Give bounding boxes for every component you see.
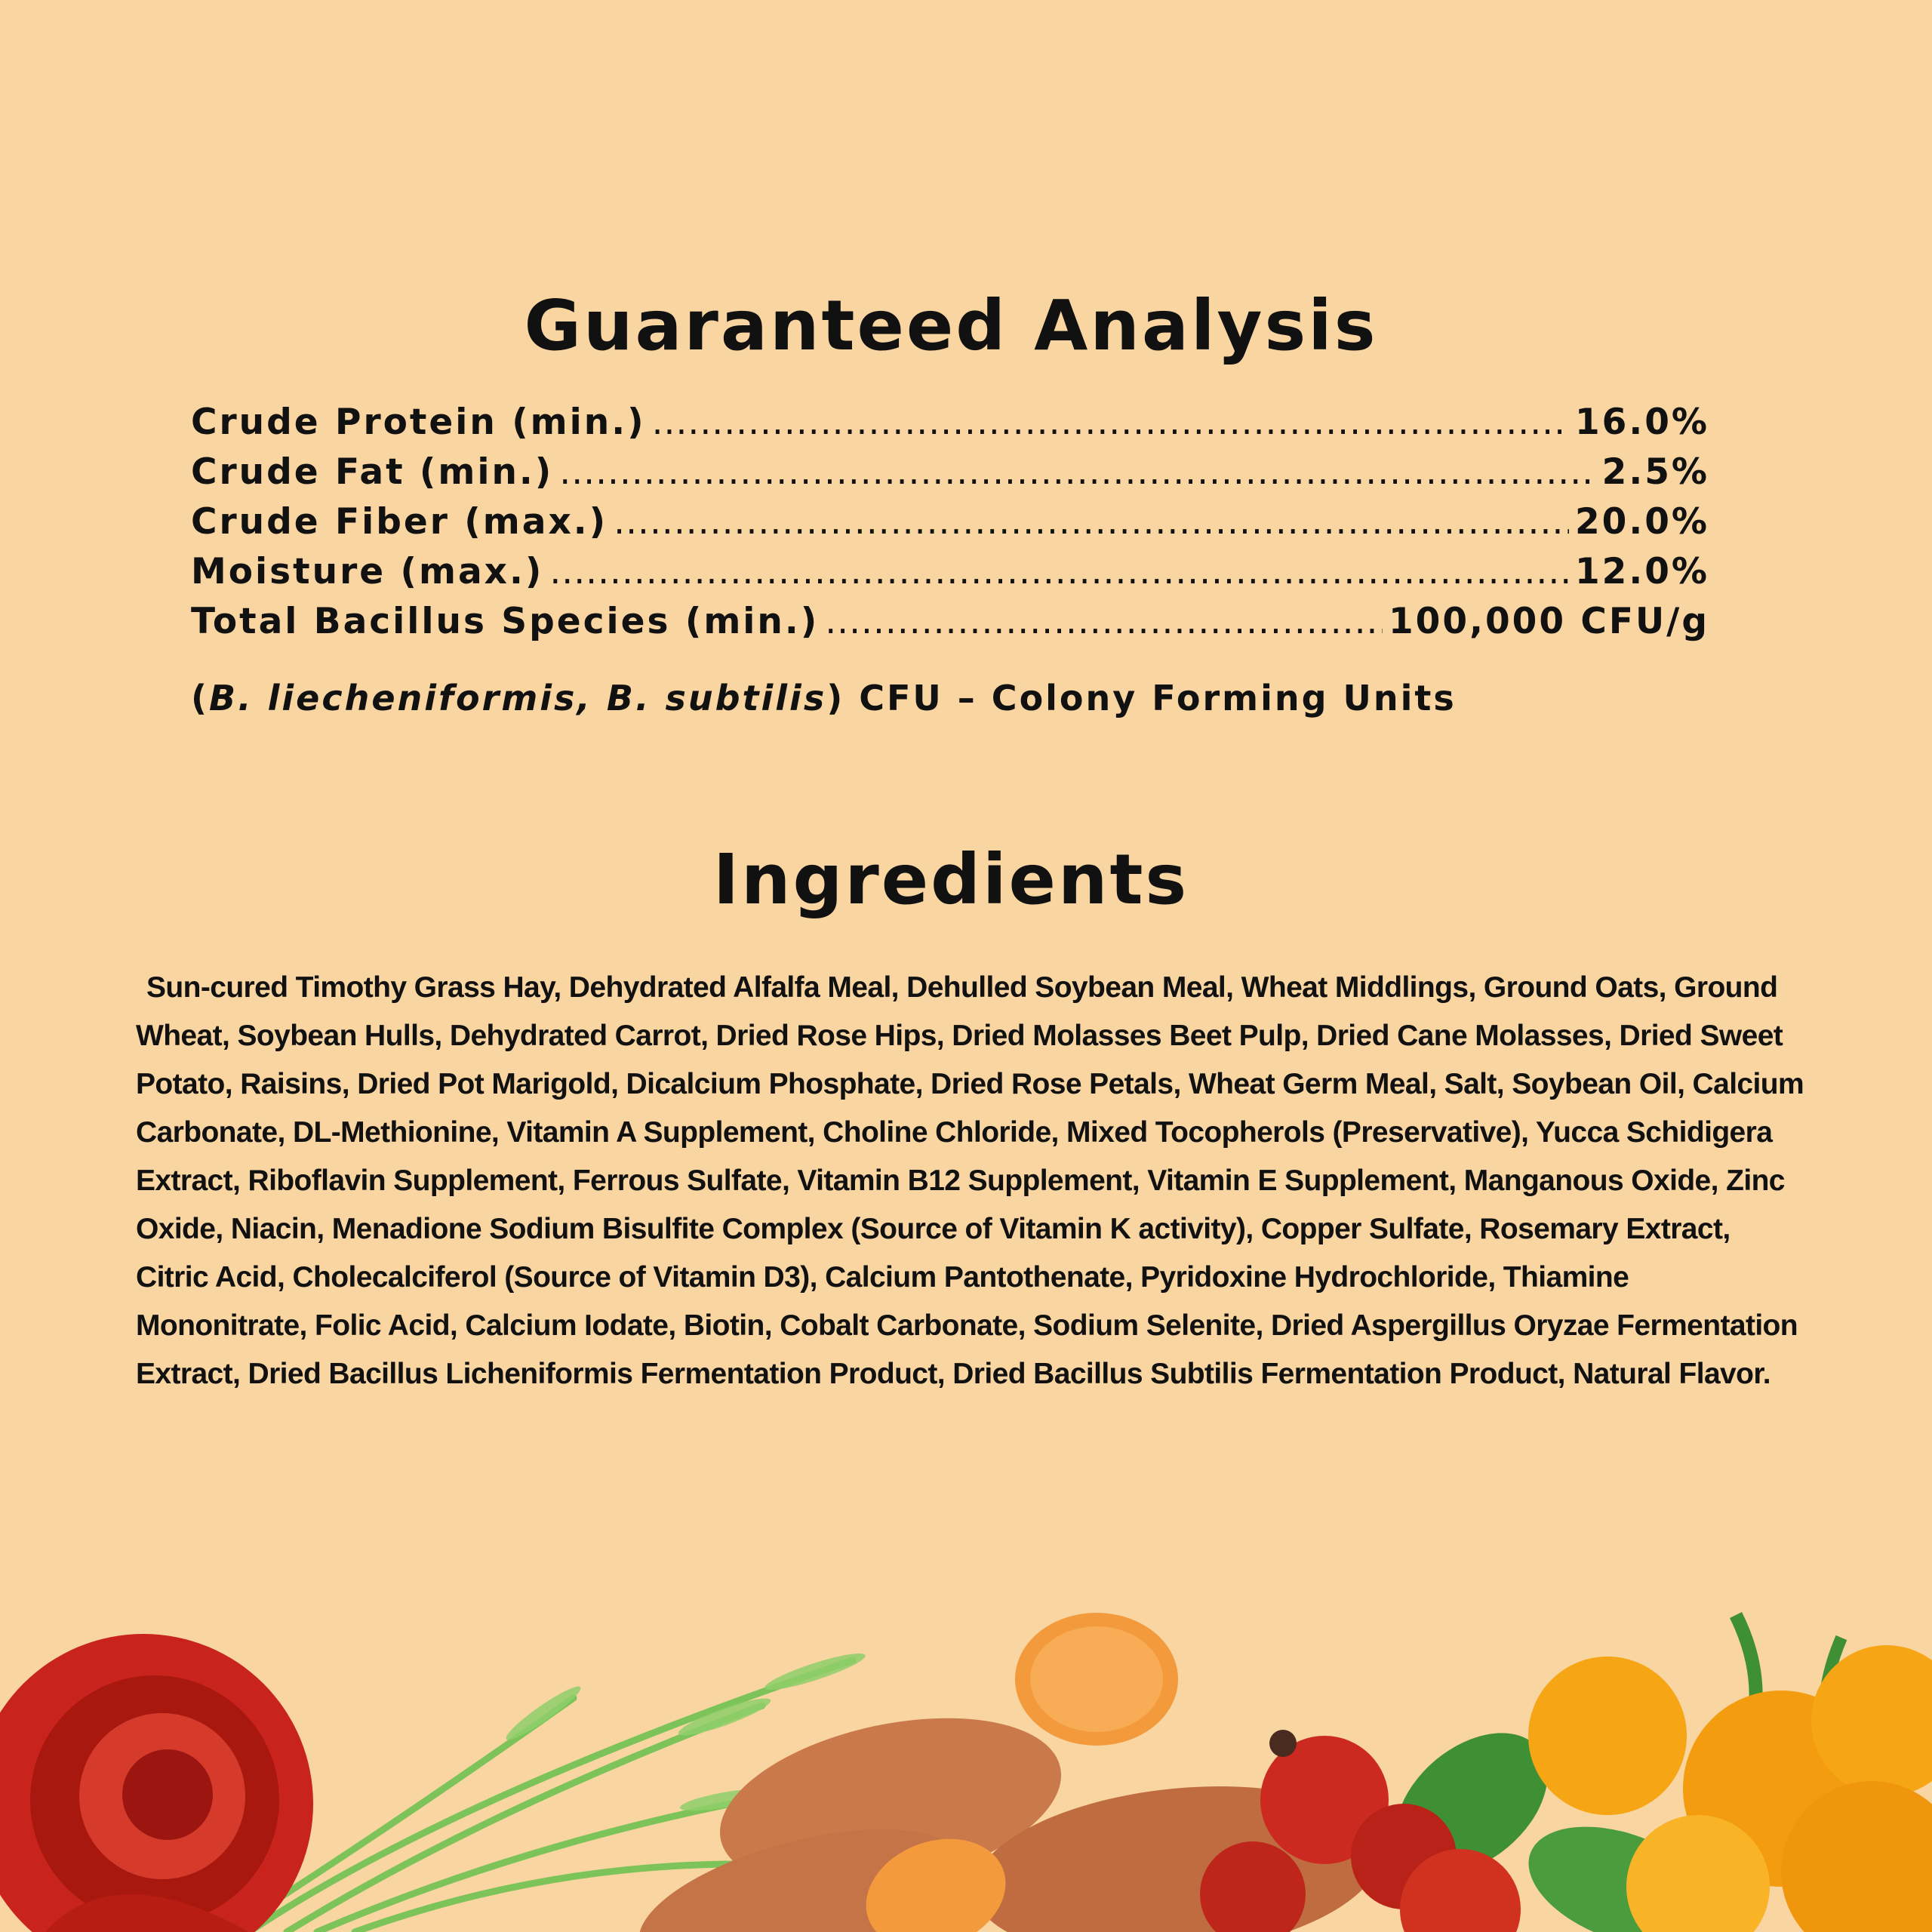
dot-leader — [652, 401, 1569, 443]
analysis-value: 20.0% — [1574, 501, 1709, 543]
analysis-value: 16.0% — [1574, 401, 1709, 443]
footnote-text: ) CFU – Colony Forming Units — [826, 678, 1457, 718]
analysis-label: Moisture (max.) — [191, 551, 544, 592]
analysis-label: Crude Fiber (max.) — [191, 501, 608, 543]
dot-leader — [825, 601, 1383, 642]
dot-leader — [559, 451, 1595, 493]
analysis-value: 100,000 CFU/g — [1388, 601, 1709, 642]
analysis-label: Crude Protein (min.) — [191, 401, 646, 443]
footnote-open-paren: ( — [191, 678, 210, 718]
guaranteed-analysis-list — [191, 401, 1709, 651]
analysis-row-crude-protein — [191, 401, 1709, 451]
analysis-row-crude-fiber — [191, 501, 1709, 551]
rose-image — [0, 1634, 313, 1932]
analysis-row-crude-fat — [191, 451, 1709, 501]
dot-leader — [549, 551, 1569, 592]
analysis-value: 12.0% — [1574, 551, 1709, 592]
dot-leader — [614, 501, 1569, 543]
cfu-footnote — [191, 678, 1457, 718]
analysis-row-moisture — [191, 551, 1709, 601]
analysis-value: 2.5% — [1601, 451, 1709, 493]
analysis-row-bacillus — [191, 601, 1709, 651]
analysis-label: Total Bacillus Species (min.) — [191, 601, 820, 642]
analysis-label: Crude Fat (min.) — [191, 451, 554, 493]
ingredient-illustration — [0, 1585, 1932, 1932]
ingredients-text: Sun-cured Timothy Grass Hay, Dehydrated Alfalfa Meal, Dehulled Soybean Meal, Wheat Middlings, Ground Oats, Ground Wheat, Soybean Hulls, Dehydrated Carrot, Dried Rose Hips, Dried Molasses Beet Pulp, Dried Cane Molasses, Dried Sweet Potato, Raisins, Dried Pot Marigold, Dicalcium Phosphate, Dried Rose Petals, Wheat Germ Meal, Salt, Soybean Oil, Calcium Carbonate, DL-Methionine, Vitamin A Supplement, Choline Chloride, Mixed Tocopherols (Preservative), Yucca Schidigera Extract, Riboflavin Supplement, Ferrous Sulfate, Vitamin B12 Supplement, Vitamin E Supplement, Manganous Oxide, Zinc Oxide, Niacin, Menadione Sodium Bisulfite Complex (Source of Vitamin K activity), Copper Sulfate, Rosemary Extract, Citric Acid, Cholecalciferol (Source of Vitamin D3), Calcium Pantothenate, Pyridoxine Hydrochloride, Thiamine Mononitrate, Folic Acid, Calcium Iodate, Biotin, Cobalt Carbonate, Sodium Selenite, Dried Aspergillus Oryzae Fermentation Extract, Dried Bacillus Licheniformis Fermentation Product, Dried Bacillus Subtilis Fermentation Product, Natural Flavor. — [136, 971, 1804, 1390]
guaranteed-analysis-title: Guaranteed Analysis — [524, 285, 1378, 366]
ingredients-title: Ingredients — [712, 839, 1189, 920]
footnote-species: B. liecheniformis, B. subtilis — [209, 678, 827, 718]
